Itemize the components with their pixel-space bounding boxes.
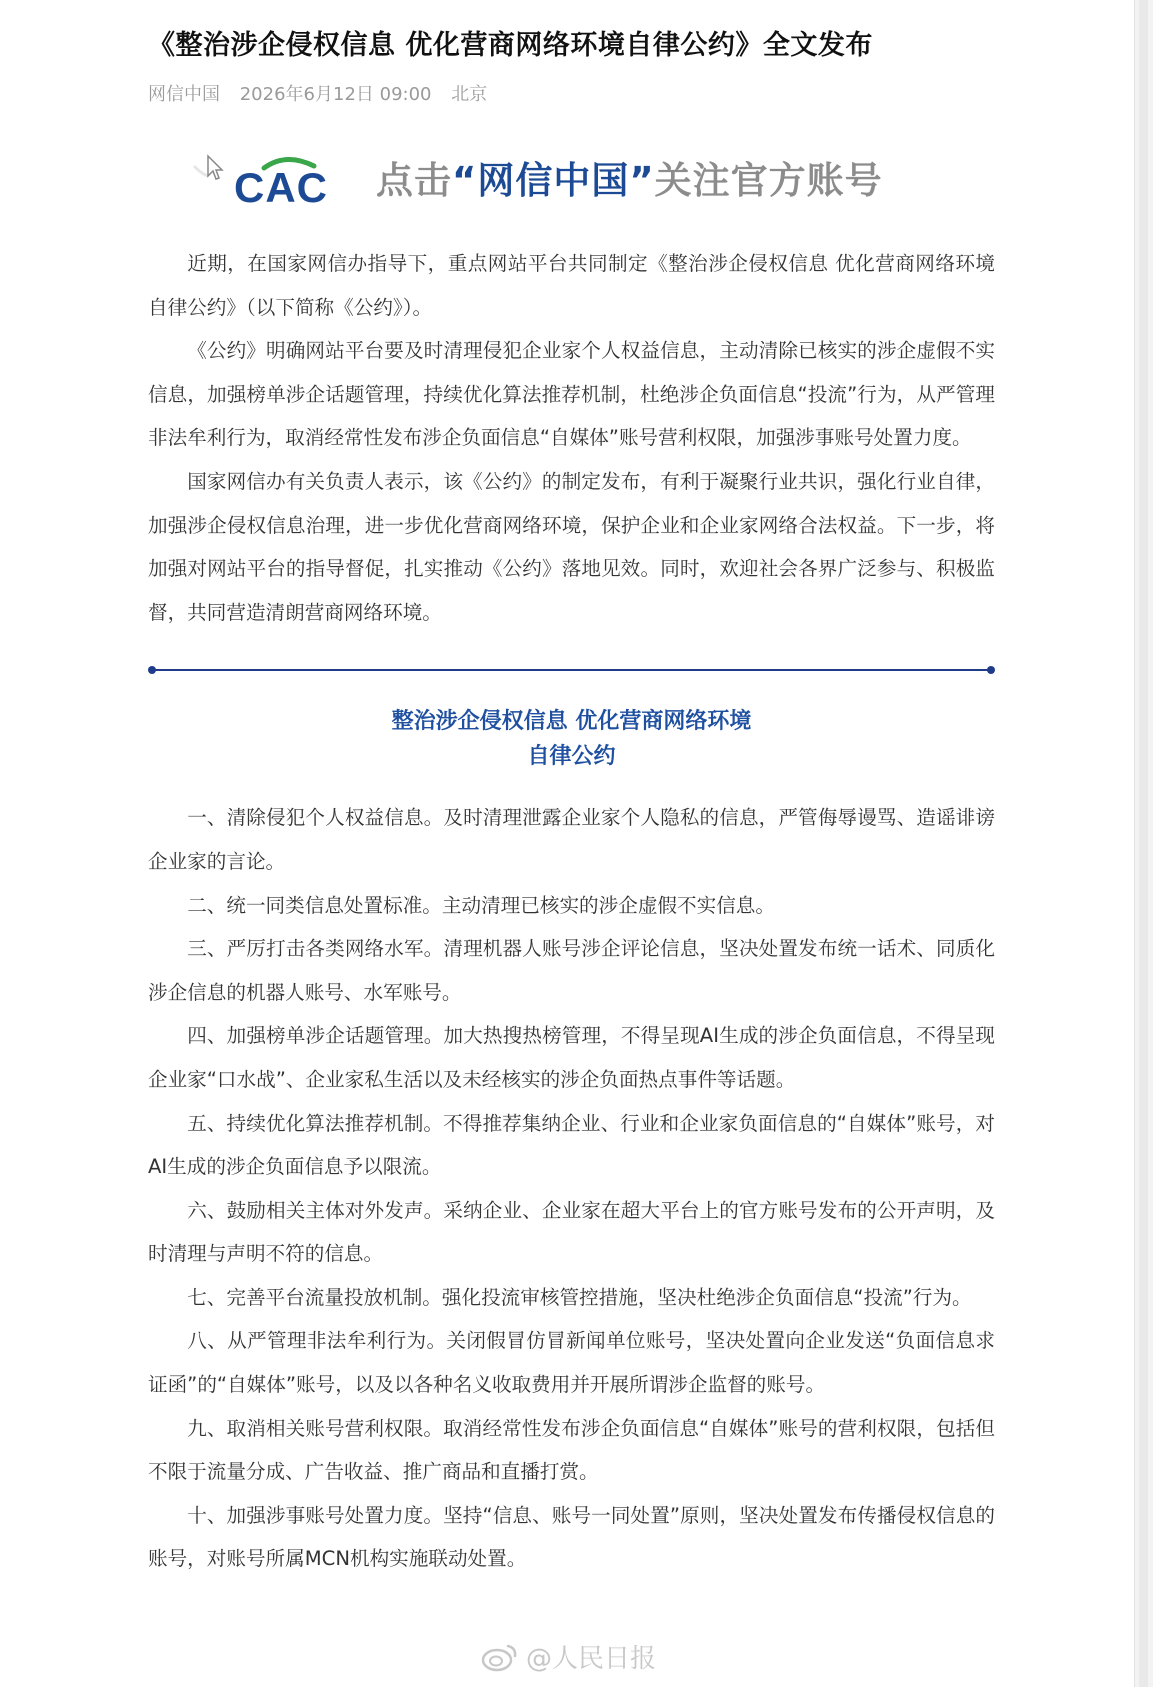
follow-banner[interactable] [148,148,995,234]
convention-article: 一、清除侵犯个人权益信息。及时清理泄露企业家个人隐私的信息，严管侮辱谩骂、造谣诽谤企业家的言论。 [148,806,995,873]
divider-dot [148,666,156,674]
watermark-text: @人民日报 [526,1644,657,1674]
convention-title-line: 自律公约 [527,744,616,770]
section-divider [148,660,995,680]
publish-datetime: 2026年6月12日 09:00 [239,84,432,105]
convention-title [148,704,995,774]
convention-articles [148,796,995,1581]
pointer-cursor-icon [206,154,224,182]
convention-article: 五、持续优化算法推荐机制。不得推荐集纳企业、行业和企业家负面信息的“自媒体”账号，对AI生成的涉企负面信息予以限流。 [148,1111,995,1179]
scrollbar-thumb[interactable] [1139,0,1148,1687]
intro-section [148,242,995,634]
convention-article: 十、加强涉事账号处置力度。坚持“信息、账号一同处置”原则，坚决处置发布传播侵权信息的账号，对账号所属MCN机构实施联动处置。 [148,1503,995,1571]
account-name: “网信中国” [452,159,655,202]
convention-article: 二、统一同类信息处置标准。主动清理已核实的涉企虚假不实信息。 [187,893,775,917]
article-meta [148,82,995,108]
intro-paragraph: 近期，在国家网信办指导下，重点网站平台共同制定《整治涉企侵权信息 优化营商网络环境自律公约》（以下简称《公约》）。 [148,252,995,319]
article [148,0,995,1581]
convention-article: 三、严厉打击各类网络水军。清理机器人账号涉企评论信息，坚决处置发布统一话术、同质化涉企信息的机器人账号、水军账号。 [148,937,995,1004]
convention-article: 七、完善平台流量投放机制。强化投流审核管控措施，坚决杜绝涉企负面信息“投流”行为。 [187,1285,972,1309]
divider-dot [987,666,995,674]
follow-prefix: 点击 [376,159,452,202]
follow-prompt [376,154,883,208]
convention-article: 八、从严管理非法牟利行为。关闭假冒仿冒新闻单位账号，坚决处置向企业发送“负面信息求证函”的“自媒体”账号，以及以各种名义收取费用并开展所谓涉企监督的账号。 [148,1329,995,1397]
svg-text:CAC: CAC [234,164,328,206]
weibo-icon [480,1642,520,1672]
intro-paragraph: 《公约》明确网站平台要及时清理侵犯企业家个人权益信息，主动清除已核实的涉企虚假不实信息，加强榜单涉企话题管理，持续优化算法推荐机制，杜绝涉企负面信息“投流”行为，从严管理非法牟利行为，取消经常性发布涉企负面信息“自媒体”账号营利权限，加强涉事账号处置力度。 [148,339,995,450]
publish-location: 北京 [451,84,488,105]
intro-paragraph: 国家网信办有关负责人表示，该《公约》的制定发布，有利于凝聚行业共识，强化行业自律，加强涉企侵权信息治理，进一步优化营商网络环境，保护企业和企业家网络合法权益。下一步，将加强对网站平台的指导督促，扎实推动《公约》落地见效。同时，欢迎社会各界广泛参与、积极监督，共同营造清朗营商网络环境。 [148,469,995,624]
weibo-watermark [480,1638,656,1675]
convention-article: 四、加强榜单涉企话题管理。加大热搜热榜管理，不得呈现AI生成的涉企负面信息，不得呈现企业家“口水战”、企业家私生活以及未经核实的涉企负面热点事件等话题。 [148,1024,995,1091]
follow-suffix: 关注官方账号 [654,159,883,202]
article-title: 《整治涉企侵权信息 优化营商网络环境自律公约》全文发布 [148,30,873,61]
convention-article: 九、取消相关账号营利权限。取消经常性发布涉企负面信息“自媒体”账号的营利权限，包括但不限于流量分成、广告收益、推广商品和直播打赏。 [148,1416,995,1484]
cac-logo-icon [234,154,344,206]
source-link[interactable]: 网信中国 [148,84,220,105]
convention-article: 六、鼓励相关主体对外发声。采纳企业、企业家在超大平台上的官方账号发布的公开声明，及时清理与声明不符的信息。 [148,1198,995,1266]
convention-title-line: 整治涉企侵权信息 优化营商网络环境 [391,709,752,735]
scrollbar-track[interactable] [1134,0,1153,1687]
